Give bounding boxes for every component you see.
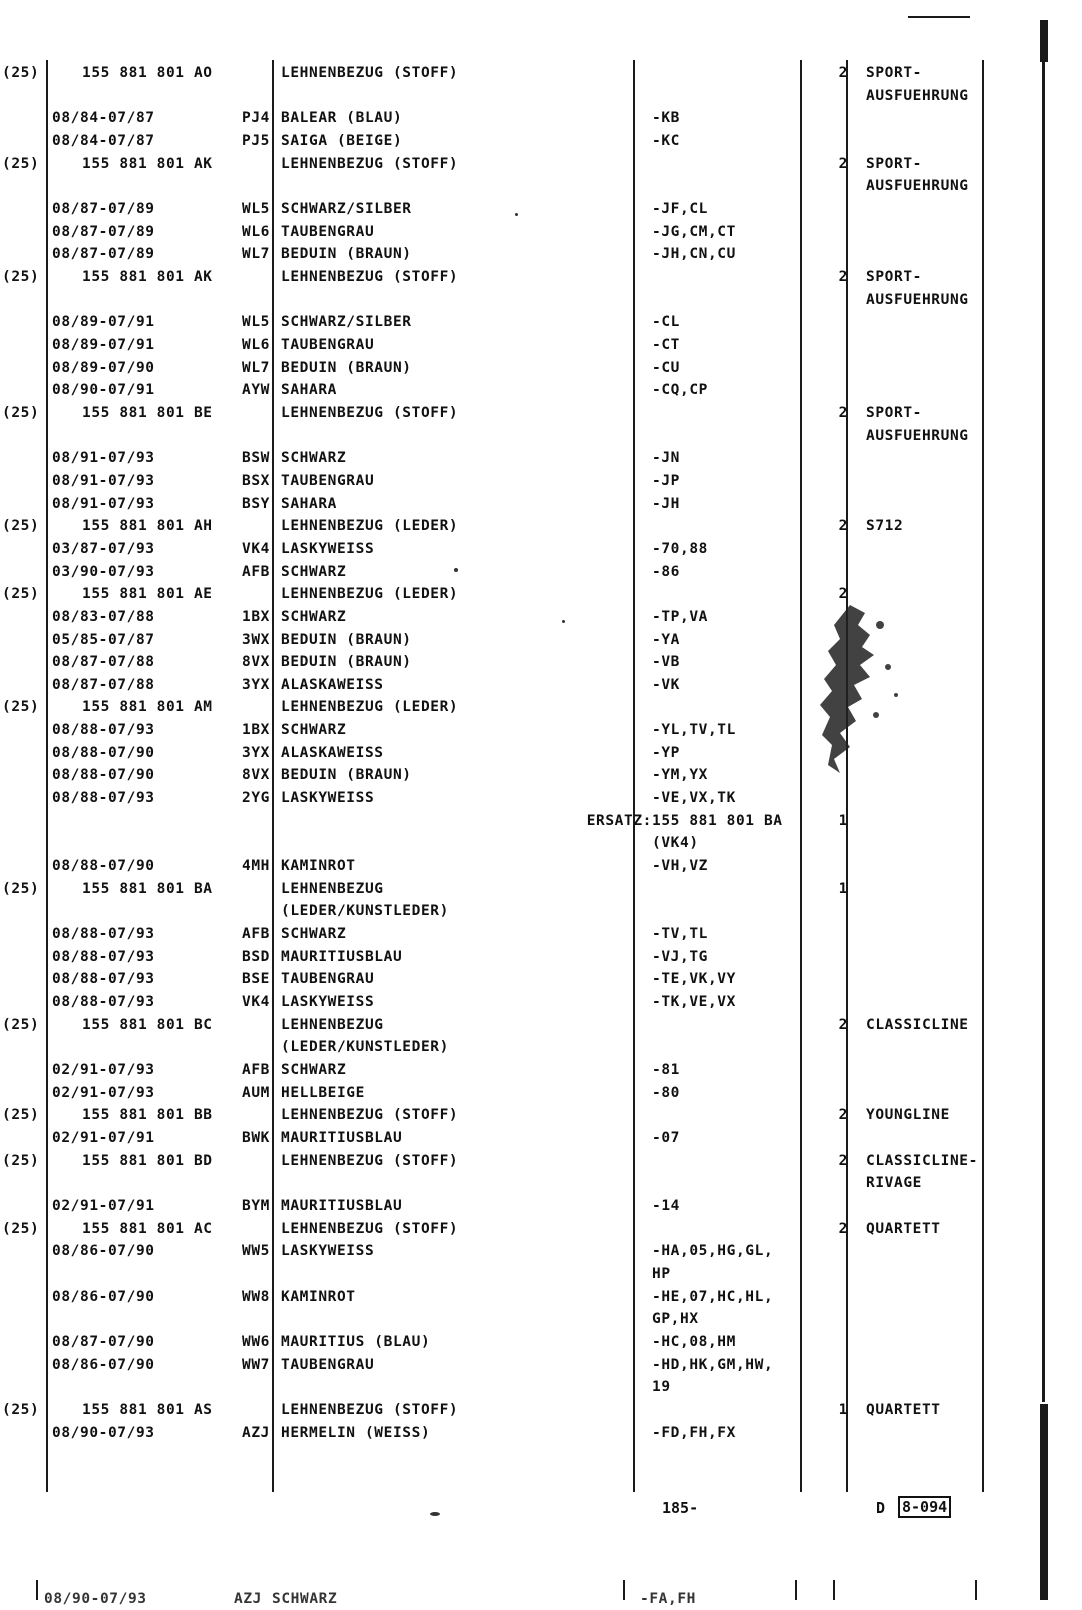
quantity: 2 [838, 1152, 848, 1169]
cut-off-ids: -FA,FH [640, 1591, 696, 1607]
description: LASKYWEISS [281, 994, 375, 1011]
variant-ids: GP,HX [652, 1311, 699, 1328]
description: SCHWARZ/SILBER [281, 314, 412, 331]
variant-ids: 155 881 801 BA [652, 812, 783, 829]
description: LEHNENBEZUG (STOFF) [281, 1152, 459, 1169]
variant-ids: -HC,08,HM [652, 1333, 736, 1350]
description: HERMELIN (WEISS) [281, 1424, 431, 1441]
reference-number: (25) [2, 518, 40, 535]
color-code: WL7 [242, 246, 270, 263]
description: TAUBENGRAU [281, 1356, 375, 1373]
date-range: 08/91-07/93 [52, 450, 155, 467]
color-code: WW8 [242, 1288, 270, 1305]
description: HELLBEIGE [281, 1084, 365, 1101]
description: LEHNENBEZUG (LEDER) [281, 699, 459, 716]
table-row [0, 425, 1082, 447]
remark: AUSFUEHRUNG [866, 291, 969, 308]
reference-number: (25) [2, 1016, 40, 1033]
date-range: 08/88-07/90 [52, 744, 155, 761]
scan-speck [562, 620, 565, 623]
variant-ids: -JH [652, 495, 680, 512]
variant-ids: -VB [652, 654, 680, 671]
date-range: 08/87-07/88 [52, 676, 155, 693]
description: LEHNENBEZUG (STOFF) [281, 404, 459, 421]
variant-ids: -YL,TV,TL [652, 722, 736, 739]
table-row [0, 1422, 1082, 1444]
reference-number: (25) [2, 404, 40, 421]
description: (LEDER/KUNSTLEDER) [281, 903, 449, 920]
variant-ids: -YP [652, 744, 680, 761]
table-row [0, 243, 1082, 265]
quantity: 1 [838, 880, 848, 897]
variant-ids: -TV,TL [652, 926, 708, 943]
variant-ids: -FD,FH,FX [652, 1424, 736, 1441]
description: TAUBENGRAU [281, 472, 375, 489]
date-range: 08/86-07/90 [52, 1243, 155, 1260]
description: (LEDER/KUNSTLEDER) [281, 1039, 449, 1056]
quantity: 2 [838, 268, 848, 285]
color-code: WL6 [242, 223, 270, 240]
color-code: PJ4 [242, 110, 270, 127]
table-row [0, 810, 1082, 832]
table-row [0, 357, 1082, 379]
remark: S712 [866, 518, 904, 535]
description: SAIGA (BEIGE) [281, 132, 403, 149]
variant-ids: -70,88 [652, 540, 708, 557]
description: TAUBENGRAU [281, 336, 375, 353]
color-code: WW5 [242, 1243, 270, 1260]
table-row [0, 1308, 1082, 1330]
table-row [0, 221, 1082, 243]
table-row [0, 561, 1082, 583]
variant-ids: -86 [652, 563, 680, 580]
quantity: 2 [838, 65, 848, 81]
table-row [0, 538, 1082, 560]
variant-ids: -JF,CL [652, 200, 708, 217]
color-code: 8VX [242, 767, 270, 784]
remark: RIVAGE [866, 1175, 922, 1192]
description: MAURITIUS (BLAU) [281, 1333, 431, 1350]
remark: CLASSICLINE [866, 1016, 969, 1033]
reference-number: (25) [2, 699, 40, 716]
description: MAURITIUSBLAU [281, 948, 403, 965]
description: LEHNENBEZUG (STOFF) [281, 1107, 459, 1124]
color-code: AYW [242, 382, 270, 399]
quantity: 2 [838, 586, 848, 603]
variant-ids: -CQ,CP [652, 382, 708, 399]
remark: AUSFUEHRUNG [866, 178, 969, 195]
variant-ids: -KC [652, 132, 680, 149]
description: LEHNENBEZUG (LEDER) [281, 586, 459, 603]
table-row [0, 1127, 1082, 1149]
description: KAMINROT [281, 858, 356, 875]
description: LEHNENBEZUG (STOFF) [281, 155, 459, 172]
description: SCHWARZ [281, 926, 347, 943]
description: KAMINROT [281, 1288, 356, 1305]
quantity: 2 [838, 1016, 848, 1033]
color-code: PJ5 [242, 132, 270, 149]
date-range: 08/84-07/87 [52, 132, 155, 149]
variant-ids: -TE,VK,VY [652, 971, 736, 988]
date-range: 03/87-07/93 [52, 540, 155, 557]
date-range: 08/90-07/91 [52, 382, 155, 399]
quantity: 1 [838, 1401, 848, 1418]
variant-ids: -80 [652, 1084, 680, 1101]
description: SCHWARZ [281, 608, 347, 625]
remark: QUARTETT [866, 1220, 941, 1237]
table-row [0, 787, 1082, 809]
remark: SPORT- [866, 404, 922, 421]
date-range: 08/88-07/93 [52, 971, 155, 988]
quantity: 2 [838, 404, 848, 421]
scan-speck [430, 1512, 440, 1516]
description: TAUBENGRAU [281, 971, 375, 988]
color-code: 3YX [242, 744, 270, 761]
description: MAURITIUSBLAU [281, 1198, 403, 1214]
variant-ids: -YA [652, 631, 680, 648]
color-code: WL7 [242, 359, 270, 376]
date-range: 08/87-07/88 [52, 654, 155, 671]
table-row [0, 289, 1082, 311]
table-row [0, 311, 1082, 333]
cut-off-code: AZJ [234, 1591, 262, 1607]
variant-ids: -CL [652, 314, 680, 331]
color-code: 1BX [242, 722, 270, 739]
table-row [0, 153, 1082, 175]
part-number: 155 881 801 AE [82, 586, 213, 603]
table-row [0, 470, 1082, 492]
description: LEHNENBEZUG [281, 880, 384, 897]
color-code: WL5 [242, 314, 270, 331]
table-row [0, 1376, 1082, 1398]
table-row [0, 493, 1082, 515]
variant-ids: -VH,VZ [652, 858, 708, 875]
table-row [0, 1399, 1082, 1421]
date-range: 08/90-07/93 [52, 1424, 155, 1441]
color-code: 3YX [242, 676, 270, 693]
color-code: BSX [242, 472, 270, 489]
color-code: 3WX [242, 631, 270, 648]
description: LEHNENBEZUG (STOFF) [281, 65, 459, 81]
variant-ids: -JP [652, 472, 680, 489]
remark: YOUNGLINE [866, 1107, 950, 1124]
description: BEDUIN (BRAUN) [281, 246, 412, 263]
date-range: 08/88-07/90 [52, 858, 155, 875]
description: LEHNENBEZUG (STOFF) [281, 268, 459, 285]
table-row [0, 447, 1082, 469]
description: ALASKAWEISS [281, 744, 384, 761]
color-code: AZJ [242, 1424, 270, 1441]
table-row [0, 1195, 1082, 1217]
variant-ids: HP [652, 1265, 671, 1282]
date-range: 08/88-07/93 [52, 722, 155, 739]
reference-number: (25) [2, 1401, 40, 1418]
remark: AUSFUEHRUNG [866, 427, 969, 444]
part-number: 155 881 801 AS [82, 1401, 213, 1418]
variant-ids: -VJ,TG [652, 948, 708, 965]
reference-number: (25) [2, 586, 40, 603]
date-range: 02/91-07/91 [52, 1130, 155, 1147]
variant-ids: -CT [652, 336, 680, 353]
variant-ids: -JG,CM,CT [652, 223, 736, 240]
cut-off-desc: SCHWARZ [272, 1591, 338, 1607]
date-range: 08/86-07/90 [52, 1288, 155, 1305]
date-range: 08/86-07/90 [52, 1356, 155, 1373]
part-number: 155 881 801 BD [82, 1152, 213, 1169]
table-row [0, 1172, 1082, 1194]
description: LEHNENBEZUG (LEDER) [281, 518, 459, 535]
remark: SPORT- [866, 268, 922, 285]
description: LEHNENBEZUG [281, 1016, 384, 1033]
remark: CLASSICLINE- [866, 1152, 978, 1169]
quantity: 2 [838, 155, 848, 172]
part-number: 155 881 801 AK [82, 155, 213, 172]
table-row [0, 175, 1082, 197]
variant-ids: -YM,YX [652, 767, 708, 784]
page-edge-bar-top [1040, 20, 1048, 62]
part-number: 155 881 801 AK [82, 268, 213, 285]
date-range: 08/88-07/93 [52, 994, 155, 1011]
variant-ids: -81 [652, 1062, 680, 1079]
variant-ids: -KB [652, 110, 680, 127]
variant-ids: -HA,05,HG,GL, [652, 1243, 774, 1260]
description: SCHWARZ [281, 450, 347, 467]
variant-ids: -HD,HK,GM,HW, [652, 1356, 774, 1373]
description: LASKYWEISS [281, 540, 375, 557]
color-code: AFB [242, 1062, 270, 1079]
table-row [0, 855, 1082, 877]
color-code: WL5 [242, 200, 270, 217]
date-range: 08/87-07/89 [52, 246, 155, 263]
date-range: 08/89-07/90 [52, 359, 155, 376]
date-range: 08/91-07/93 [52, 495, 155, 512]
color-code: 1BX [242, 608, 270, 625]
part-number: 155 881 801 AO [82, 65, 213, 81]
color-code: AUM [242, 1084, 270, 1101]
variant-ids: (VK4) [652, 835, 699, 852]
quantity: 2 [838, 1107, 848, 1124]
variant-ids: -07 [652, 1130, 680, 1147]
date-range: 03/90-07/93 [52, 563, 155, 580]
color-code: AFB [242, 926, 270, 943]
table-row [0, 62, 1082, 84]
part-number: 155 881 801 AM [82, 699, 213, 716]
variant-ids: -14 [652, 1198, 680, 1214]
part-number: 155 881 801 BA [82, 880, 213, 897]
variant-ids: -HE,07,HC,HL, [652, 1288, 774, 1305]
color-code: BSY [242, 495, 270, 512]
color-code: BSD [242, 948, 270, 965]
reference-number: (25) [2, 65, 40, 81]
date-range: 08/88-07/93 [52, 948, 155, 965]
variant-ids: -TP,VA [652, 608, 708, 625]
description: SAHARA [281, 382, 337, 399]
table-row [0, 334, 1082, 356]
date-range: 08/83-07/88 [52, 608, 155, 625]
date-range: 02/91-07/91 [52, 1198, 155, 1214]
description: MAURITIUSBLAU [281, 1130, 403, 1147]
table-row [0, 1036, 1082, 1058]
color-code: VK4 [242, 994, 270, 1011]
table-row [0, 1059, 1082, 1081]
table-row [0, 402, 1082, 424]
color-code: BWK [242, 1130, 270, 1147]
variant-ids: -JN [652, 450, 680, 467]
color-code: 8VX [242, 654, 270, 671]
variant-ids: -JH,CN,CU [652, 246, 736, 263]
date-range: 08/88-07/93 [52, 790, 155, 807]
date-range: 02/91-07/93 [52, 1062, 155, 1079]
table-row [0, 832, 1082, 854]
part-number: 155 881 801 AC [82, 1220, 213, 1237]
description: SAHARA [281, 495, 337, 512]
quantity: 2 [838, 1220, 848, 1237]
table-row [0, 923, 1082, 945]
variant-ids: 19 [652, 1379, 671, 1396]
table-row [0, 1263, 1082, 1285]
description: LEHNENBEZUG (STOFF) [281, 1220, 459, 1237]
description: LEHNENBEZUG (STOFF) [281, 1401, 459, 1418]
reference-number: (25) [2, 1107, 40, 1124]
table-row [0, 266, 1082, 288]
color-code: BSE [242, 971, 270, 988]
table-row [0, 1331, 1082, 1353]
table-row [0, 991, 1082, 1013]
scan-speck [454, 568, 458, 572]
description: BEDUIN (BRAUN) [281, 767, 412, 784]
description: BEDUIN (BRAUN) [281, 359, 412, 376]
top-rule [908, 16, 970, 18]
remark: AUSFUEHRUNG [866, 87, 969, 104]
reference-number: (25) [2, 268, 40, 285]
variant-ids: -CU [652, 359, 680, 376]
table-row [0, 85, 1082, 107]
cut-off-date: 08/90-07/93 [44, 1591, 147, 1607]
reference-number: (25) [2, 1220, 40, 1237]
description: TAUBENGRAU [281, 223, 375, 240]
page-reference-box: 8-094 [898, 1496, 951, 1518]
page-number: 185- [662, 1499, 699, 1517]
date-range: 08/89-07/91 [52, 314, 155, 331]
date-range: 08/91-07/93 [52, 472, 155, 489]
date-range: 08/87-07/89 [52, 223, 155, 240]
reference-number: (25) [2, 880, 40, 897]
remark: QUARTETT [866, 1401, 941, 1418]
table-row [0, 900, 1082, 922]
color-code: 4MH [242, 858, 270, 875]
table-row [0, 107, 1082, 129]
date-range: 08/89-07/91 [52, 336, 155, 353]
color-code: BYM [242, 1198, 270, 1214]
cut-off-row [0, 1588, 1082, 1610]
color-code: WW7 [242, 1356, 270, 1373]
description: BEDUIN (BRAUN) [281, 654, 412, 671]
table-row [0, 1082, 1082, 1104]
date-range: 02/91-07/93 [52, 1084, 155, 1101]
table-row [0, 968, 1082, 990]
table-row [0, 1218, 1082, 1240]
date-range: 08/87-07/90 [52, 1333, 155, 1350]
description: ALASKAWEISS [281, 676, 384, 693]
date-range: 08/84-07/87 [52, 110, 155, 127]
color-code: VK4 [242, 540, 270, 557]
description: SCHWARZ/SILBER [281, 200, 412, 217]
table-row [0, 946, 1082, 968]
section-letter: D [876, 1499, 886, 1517]
date-range: 05/85-07/87 [52, 631, 155, 648]
quantity: 2 [838, 518, 848, 535]
description: LASKYWEISS [281, 1243, 375, 1260]
reference-number: (25) [2, 155, 40, 172]
table-row [0, 130, 1082, 152]
description: SCHWARZ [281, 722, 347, 739]
table-row [0, 1150, 1082, 1172]
variant-ids: -VK [652, 676, 680, 693]
scan-speck [515, 213, 518, 216]
description: LASKYWEISS [281, 790, 375, 807]
table-row [0, 1104, 1082, 1126]
table-row [0, 379, 1082, 401]
table-row [0, 1240, 1082, 1262]
remark: SPORT- [866, 155, 922, 172]
date-range: 08/88-07/90 [52, 767, 155, 784]
color-code: BSW [242, 450, 270, 467]
color-code: WW6 [242, 1333, 270, 1350]
ink-smudge [810, 595, 920, 785]
part-number: 155 881 801 BE [82, 404, 213, 421]
part-number: 155 881 801 AH [82, 518, 213, 535]
table-row [0, 878, 1082, 900]
reference-number: (25) [2, 1152, 40, 1169]
date-range: 08/88-07/93 [52, 926, 155, 943]
description: SCHWARZ [281, 563, 347, 580]
description: BEDUIN (BRAUN) [281, 631, 412, 648]
part-number: 155 881 801 BC [82, 1016, 213, 1033]
description: BALEAR (BLAU) [281, 110, 403, 127]
color-code: AFB [242, 563, 270, 580]
table-row [0, 515, 1082, 537]
replacement-label: ERSATZ: [586, 812, 652, 829]
variant-ids: -VE,VX,TK [652, 790, 736, 807]
part-number: 155 881 801 BB [82, 1107, 213, 1124]
table-row [0, 198, 1082, 220]
color-code: 2YG [242, 790, 270, 807]
table-row [0, 1014, 1082, 1036]
table-row [0, 1286, 1082, 1308]
table-row [0, 1354, 1082, 1376]
date-range: 08/87-07/89 [52, 200, 155, 217]
remark: SPORT- [866, 65, 922, 81]
color-code: WL6 [242, 336, 270, 353]
quantity: 1 [838, 812, 848, 829]
description: SCHWARZ [281, 1062, 347, 1079]
variant-ids: -TK,VE,VX [652, 994, 736, 1011]
